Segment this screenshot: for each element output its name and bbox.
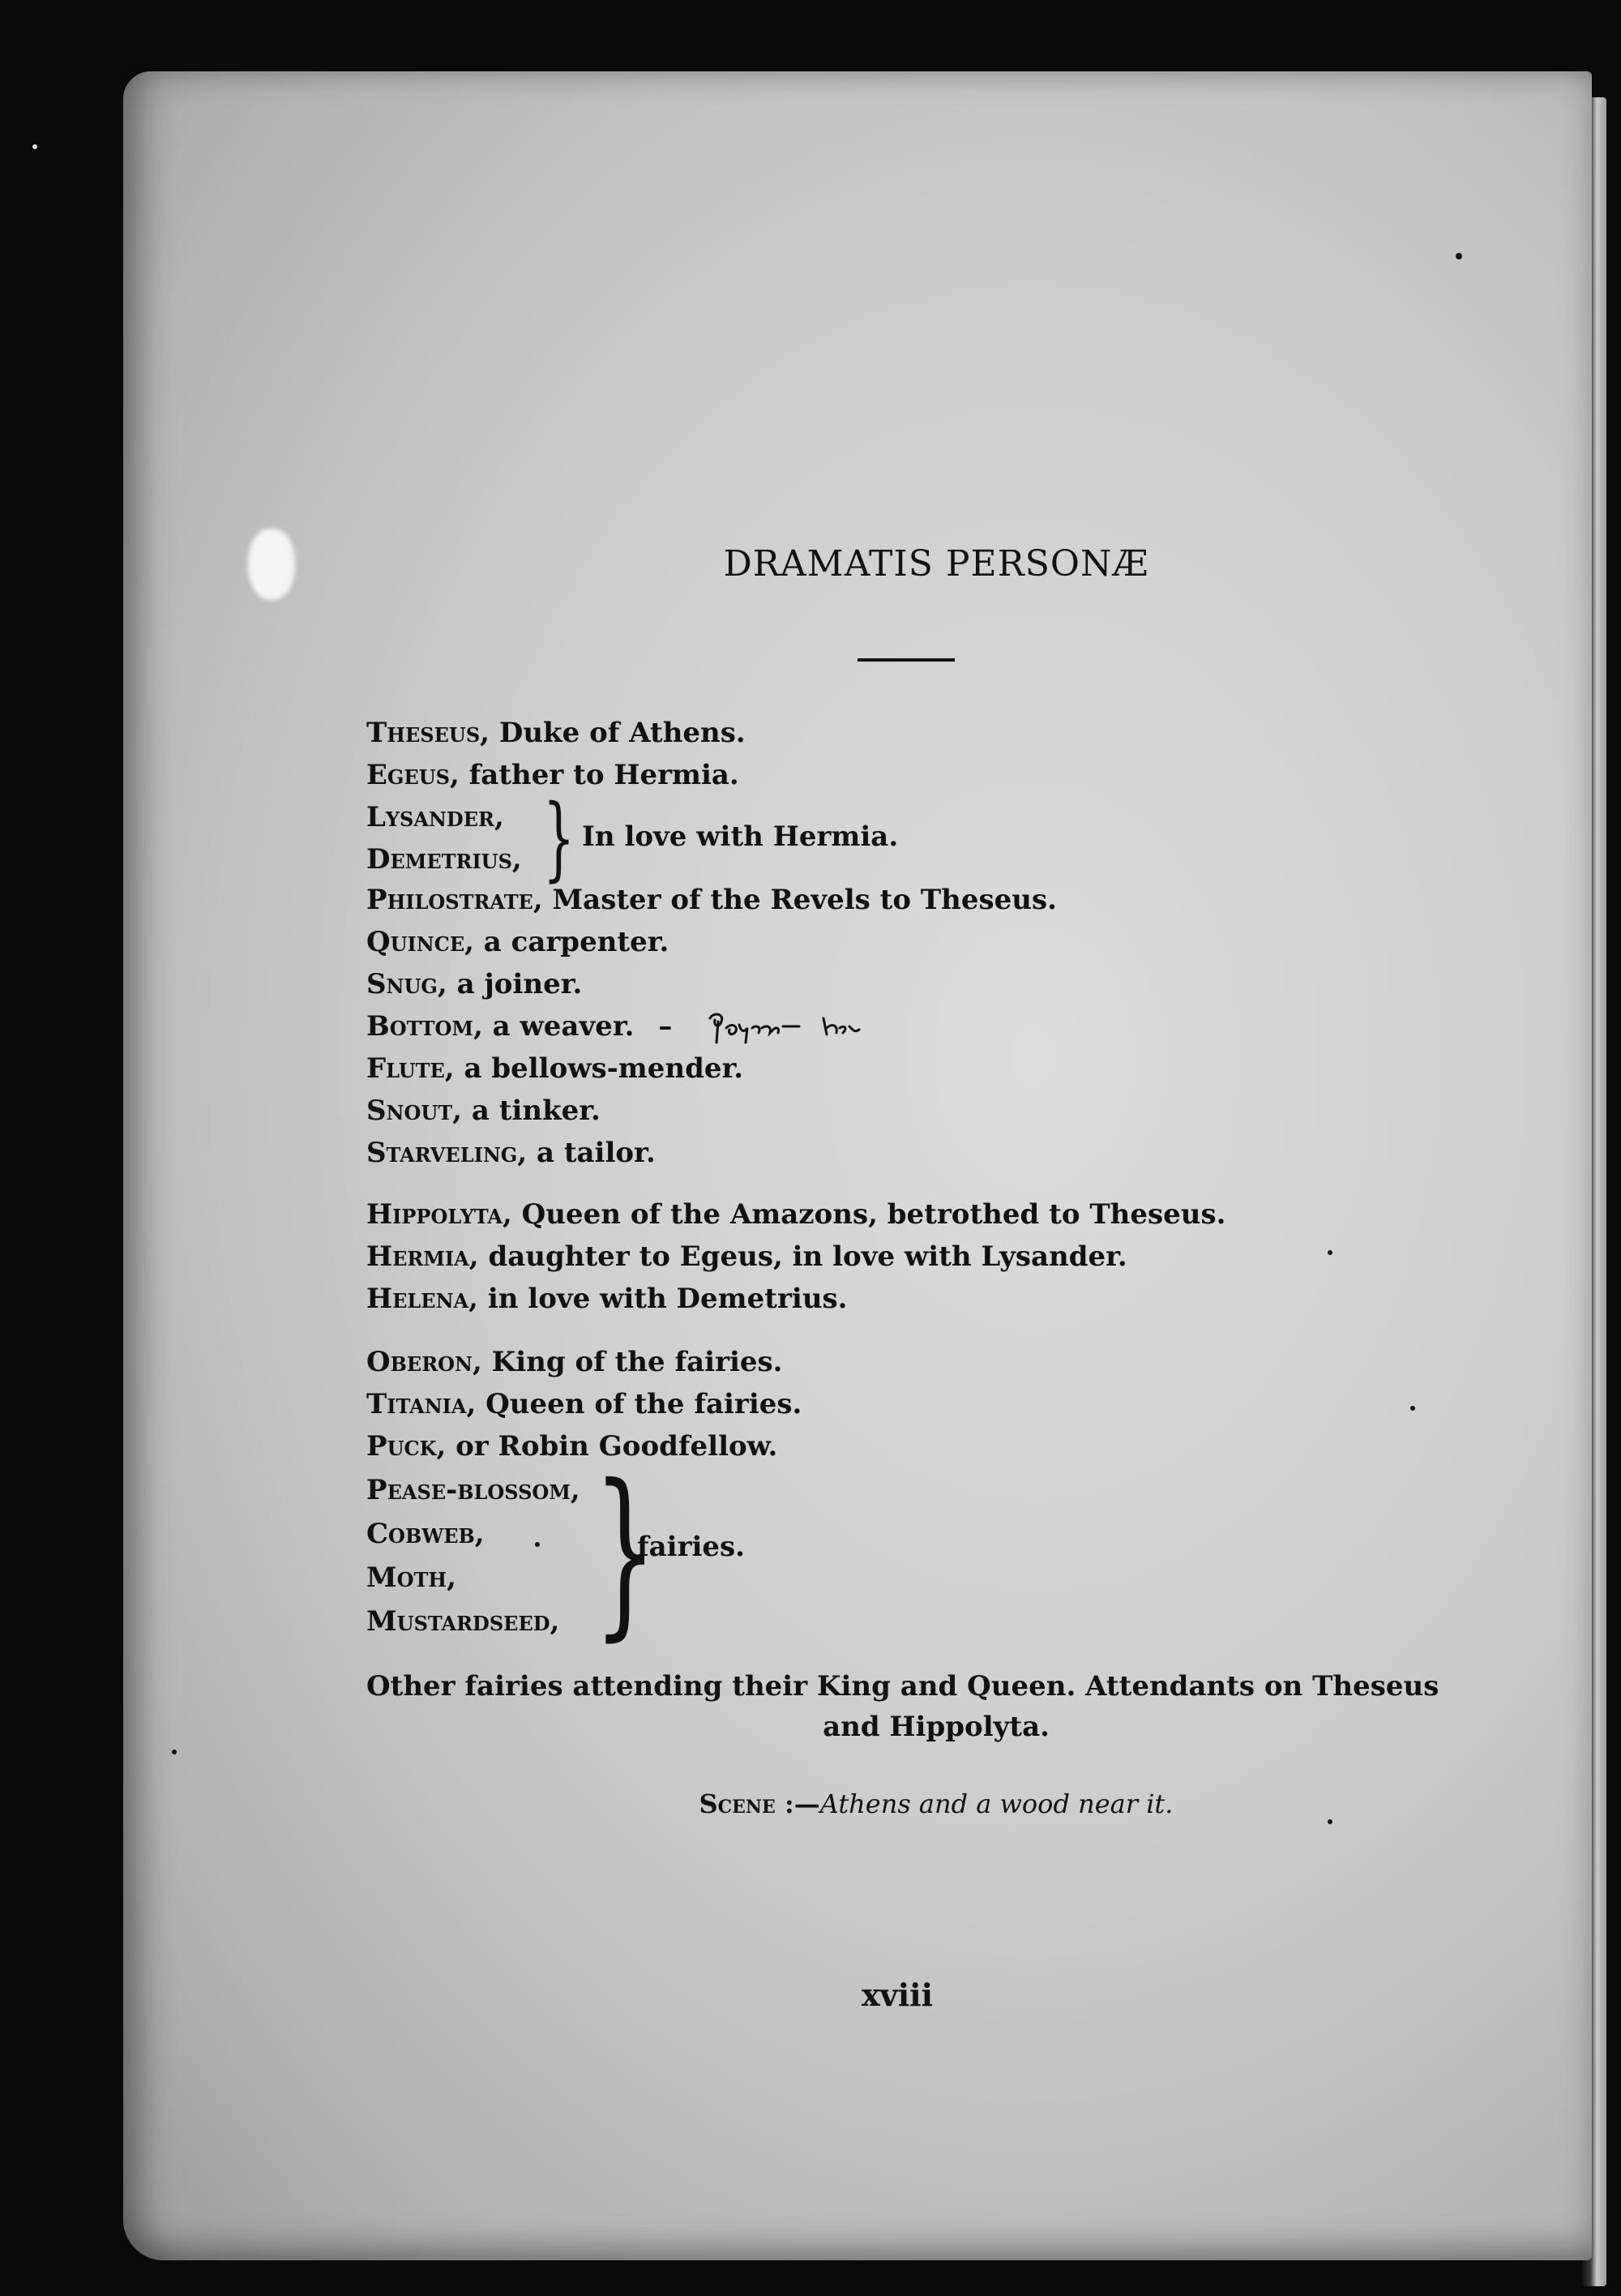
character-titania [366, 1388, 802, 1420]
character-name: Oberon, [366, 1346, 482, 1378]
character-name: Puck, [366, 1430, 447, 1463]
character-helena [366, 1283, 848, 1315]
character-name: Demetrius, [366, 843, 522, 876]
character-lysander [366, 801, 504, 833]
character-desc: Master of the Revels to Theseus. [542, 884, 1057, 916]
character-bottom [366, 1010, 672, 1043]
character-name: Lysander, [366, 801, 504, 833]
dust-speck [32, 144, 37, 149]
character-name: Helena, [366, 1283, 478, 1315]
lovers-brace: } [543, 786, 575, 891]
others-line-2: and Hippolyta. [823, 1711, 1050, 1743]
lovers-description: In love with Hermia. [582, 820, 899, 853]
character-name: Egeus, [366, 759, 460, 791]
character-desc: Duke of Athens. [490, 717, 746, 749]
character-desc: or Robin Goodfellow. [446, 1430, 778, 1463]
character-puck [366, 1430, 777, 1463]
character-demetrius [366, 843, 522, 876]
character-moth [366, 1561, 456, 1594]
page-number: xviii [861, 1977, 934, 2013]
scene-label: Scene :— [699, 1788, 820, 1819]
character-snug [366, 968, 582, 1000]
character-hermia [366, 1240, 1127, 1273]
character-starveling [366, 1137, 656, 1169]
book-page [123, 71, 1592, 2260]
bottom-dash: – [658, 1010, 673, 1043]
scene-text: Athens and a wood near it. [819, 1788, 1174, 1819]
handwritten-annotation [705, 1007, 916, 1047]
character-oberon [366, 1346, 783, 1378]
character-name: Philostrate, [366, 884, 543, 916]
scene-line [0, 1788, 1621, 1819]
character-desc: daughter to Egeus, in love with Lysander. [478, 1240, 1127, 1273]
character-name: Bottom, [366, 1010, 483, 1043]
character-desc: King of the fairies. [481, 1346, 783, 1378]
character-philostrate [366, 884, 1057, 916]
title-rule [858, 658, 955, 662]
page-title: DRAMATIS PERSONÆ [723, 543, 1149, 585]
character-desc: Queen of the Amazons, betrothed to Theseus. [511, 1198, 1226, 1231]
character-name: Hippolyta, [366, 1198, 512, 1231]
dust-speck [1456, 253, 1462, 259]
character-name: Snug, [366, 968, 447, 1000]
character-snout [366, 1094, 601, 1127]
dust-speck [172, 1750, 177, 1754]
fairies-description: fairies. [637, 1531, 746, 1563]
others-line-1: Other fairies attending their King and Queen. Attendants on Theseus [366, 1670, 1439, 1703]
dust-speck [1410, 1406, 1415, 1411]
character-name: Cobweb, [366, 1518, 485, 1550]
character-desc: a bellows-mender. [454, 1052, 744, 1085]
character-hippolyta [366, 1198, 1225, 1231]
character-name: Flute, [366, 1052, 455, 1085]
dust-speck [535, 1542, 540, 1547]
character-quince [366, 926, 669, 958]
character-desc: a tailor. [527, 1137, 656, 1169]
character-peaseblossom [366, 1474, 580, 1506]
character-name: Titania, [366, 1388, 477, 1420]
character-desc: a weaver. [482, 1010, 635, 1043]
character-name: Quince, [366, 926, 474, 958]
character-desc: Queen of the fairies. [476, 1388, 802, 1420]
character-name: Mustardseed, [366, 1605, 560, 1638]
character-flute [366, 1052, 743, 1085]
character-cobweb [366, 1518, 485, 1550]
character-name: Starveling, [366, 1137, 528, 1169]
character-name: Pease-blossom, [366, 1474, 580, 1506]
fairies-brace: } [593, 1446, 657, 1657]
character-name: Theseus, [366, 717, 490, 749]
character-desc: father to Hermia. [459, 759, 739, 791]
character-name: Moth, [366, 1561, 456, 1594]
dust-speck [1328, 1819, 1332, 1824]
character-desc: a joiner. [447, 968, 583, 1000]
dust-speck [1328, 1250, 1332, 1255]
character-mustardseed [366, 1605, 559, 1638]
character-desc: in love with Demetrius. [477, 1283, 848, 1315]
character-desc: a tinker. [462, 1094, 601, 1127]
character-theseus [366, 717, 746, 749]
character-desc: a carpenter. [473, 926, 669, 958]
character-name: Snout, [366, 1094, 463, 1127]
character-name: Hermia, [366, 1240, 479, 1273]
